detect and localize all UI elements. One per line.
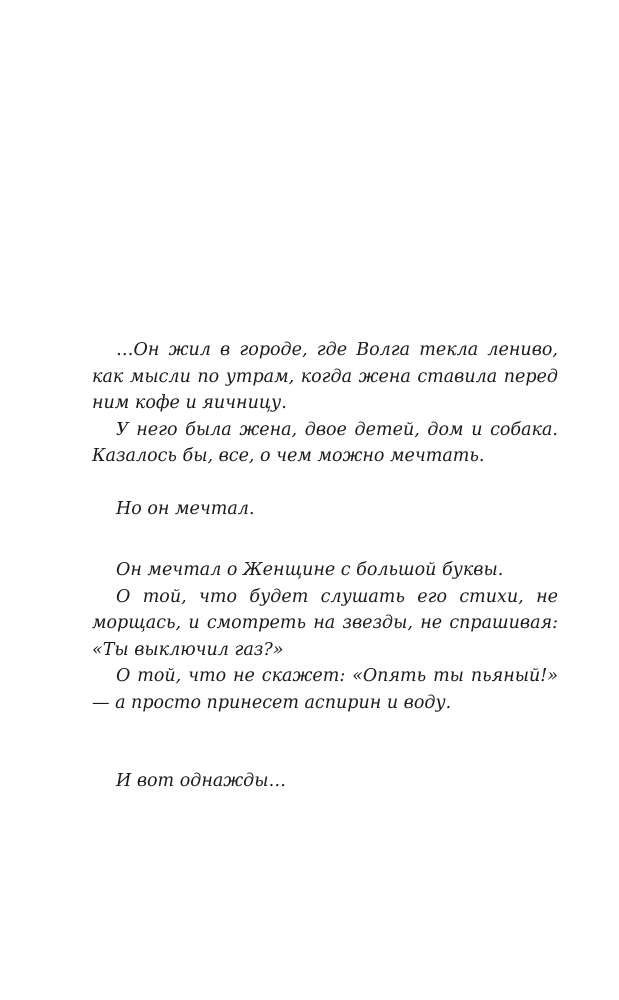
paragraph: Он мечтал о Женщине с большой буквы. xyxy=(116,560,504,580)
paragraph: …Он жил в городе, где Волга текла лениво, как мысли по утрам, когда жена ставила перед ним кофе и яичницу. xyxy=(92,340,558,413)
paragraph-spacer xyxy=(92,716,558,768)
body-text xyxy=(92,337,558,795)
paragraph-spacer xyxy=(92,522,558,557)
paragraph: У него была жена, двое детей, дом и собака. Казалось бы, все, о чем можно мечтать. xyxy=(92,419,558,466)
paragraph: Но он мечтал. xyxy=(116,498,255,519)
paragraph: И вот однажды… xyxy=(116,771,287,791)
paragraph: О той, что не скажет: «Опять ты пьяный!» — а просто принесет аспирин и воду. xyxy=(92,666,558,713)
paragraph-spacer xyxy=(92,470,558,496)
paragraph: О той, что будет слушать его стихи, не морщась, и смотреть на звезды, не спрашивая: «Ты выключил газ?» xyxy=(92,586,558,660)
